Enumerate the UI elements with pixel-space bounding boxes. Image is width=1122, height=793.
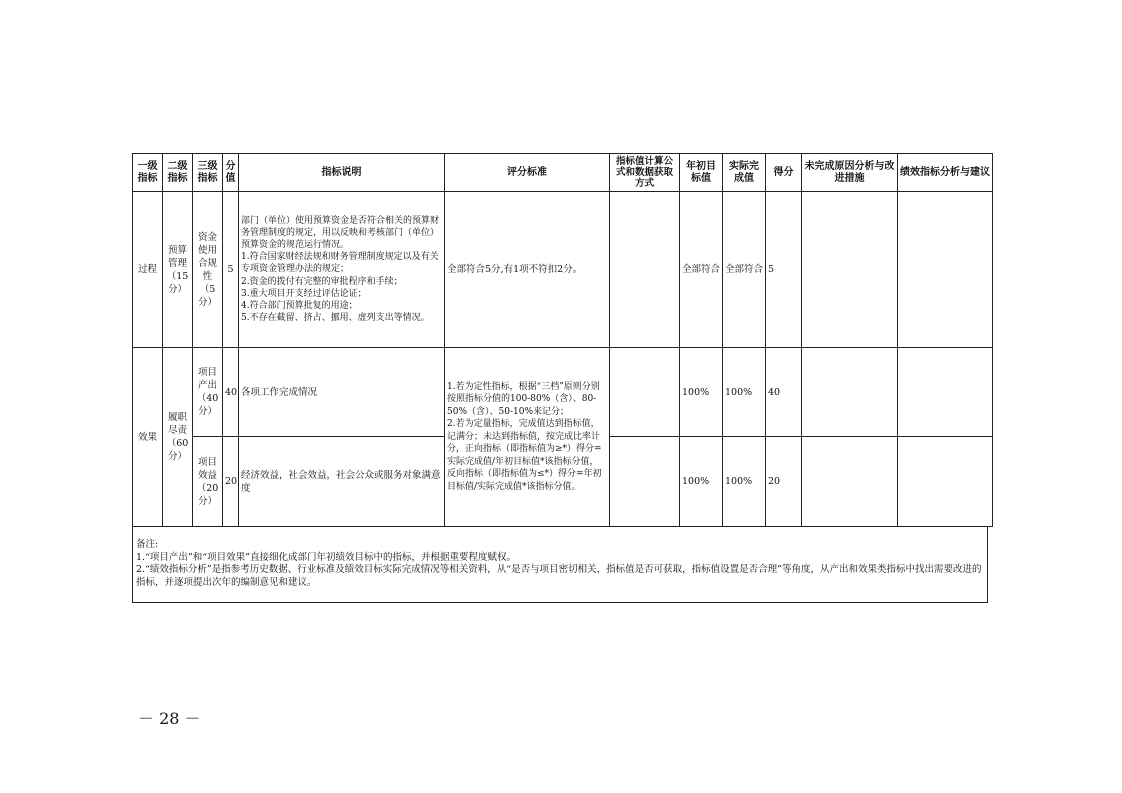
- cell-level2: 履职尽责（60分）: [163, 348, 193, 527]
- cell-score: 20: [223, 437, 239, 527]
- header-description: 指标说明: [239, 154, 445, 192]
- cell-formula: [610, 437, 680, 527]
- cell-description: 部门（单位）使用预算资金是否符合相关的预算财务管理制度的规定，用以反映和考核部门（单位）预算资金的规范运行情况。 1.符合国家财经法规和财务管理制度规定以及有关专项资金管理办法的规定； 2.资金的拨付有完整的审批程序和手续； 3.重大项目开支经过评估论证； 4.符合部门预算批复的用途； 5.不存在截留、挤占、挪用、虚列支出等情况。: [239, 192, 445, 348]
- cell-level1: 效果: [133, 348, 163, 527]
- cell-reason: [802, 348, 898, 437]
- cell-score: 5: [223, 192, 239, 348]
- cell-score: 40: [223, 348, 239, 437]
- header-level1: 一级指标: [133, 154, 163, 192]
- cell-level3: 项目效益（20分）: [193, 437, 223, 527]
- cell-points: 5: [766, 192, 802, 348]
- cell-points: 20: [766, 437, 802, 527]
- cell-target: 100%: [680, 437, 723, 527]
- table-header-row: [133, 154, 993, 192]
- notes-title: 备注:: [136, 539, 159, 550]
- cell-level1: 过程: [133, 192, 163, 348]
- notes-section: [132, 527, 988, 603]
- table-row: [133, 348, 993, 437]
- header-formula: 指标值计算公式和数据获取方式: [610, 154, 680, 192]
- cell-level3: 资金使用合规性（5分）: [193, 192, 223, 348]
- header-target: 年初目标值: [680, 154, 723, 192]
- cell-description: 各项工作完成情况: [239, 348, 445, 437]
- header-actual: 实际完成值: [723, 154, 766, 192]
- cell-actual: 全部符合: [723, 192, 766, 348]
- cell-formula: [610, 348, 680, 437]
- cell-reason: [802, 437, 898, 527]
- cell-target: 全部符合: [680, 192, 723, 348]
- cell-criteria: 全部符合5分,有1项不符扣2分。: [445, 192, 610, 348]
- cell-level3: 项目产出（40分）: [193, 348, 223, 437]
- cell-suggestion: [898, 348, 993, 437]
- page-number: － 28 －: [138, 709, 201, 728]
- header-criteria: 评分标准: [445, 154, 610, 192]
- notes-line-1: 1.“项目产出”和“项目效果”直接细化成部门年初绩效目标中的指标，并根据重要程度赋权。: [136, 551, 516, 563]
- cell-formula: [610, 192, 680, 348]
- header-suggestion: 绩效指标分析与建议: [898, 154, 993, 192]
- header-points: 得分: [766, 154, 802, 192]
- cell-suggestion: [898, 437, 993, 527]
- table-row: [133, 192, 993, 348]
- cell-criteria: 1.若为定性指标，根据“三档”原则分别按照指标分值的100-80%（含）、80-50%（含）、50-10%来记分； 2.若为定量指标，完成值达到指标值，记满分；未达到指标值，按完成比率计分，正向指标（即指标值为≥*）得分=实际完成值/年初目标值*该指标分值，反向指标（即指标值为≤*）得分=年初目标值/实际完成值*该指标分值。: [445, 348, 610, 527]
- notes-line-2: 2.“绩效指标分析”是指参考历史数据、行业标准及绩效目标实际完成情况等相关资料，从“是否与项目密切相关，指标值是否可获取，指标值设置是否合理”等角度，从产出和效果类指标中找出需要改进的指标，并逐项提出次年的编制意见和建议。: [136, 564, 982, 588]
- cell-target: 100%: [680, 348, 723, 437]
- cell-reason: [802, 192, 898, 348]
- header-reason: 未完成原因分析与改进措施: [802, 154, 898, 192]
- header-level2: 二级指标: [163, 154, 193, 192]
- cell-description: 经济效益，社会效益，社会公众或服务对象满意度: [239, 437, 445, 527]
- cell-suggestion: [898, 192, 993, 348]
- cell-level2: 预算管理（15分）: [163, 192, 193, 348]
- cell-actual: 100%: [723, 348, 766, 437]
- cell-points: 40: [766, 348, 802, 437]
- performance-indicator-table: [132, 153, 993, 527]
- header-score: 分值: [223, 154, 239, 192]
- header-level3: 三级指标: [193, 154, 223, 192]
- cell-actual: 100%: [723, 437, 766, 527]
